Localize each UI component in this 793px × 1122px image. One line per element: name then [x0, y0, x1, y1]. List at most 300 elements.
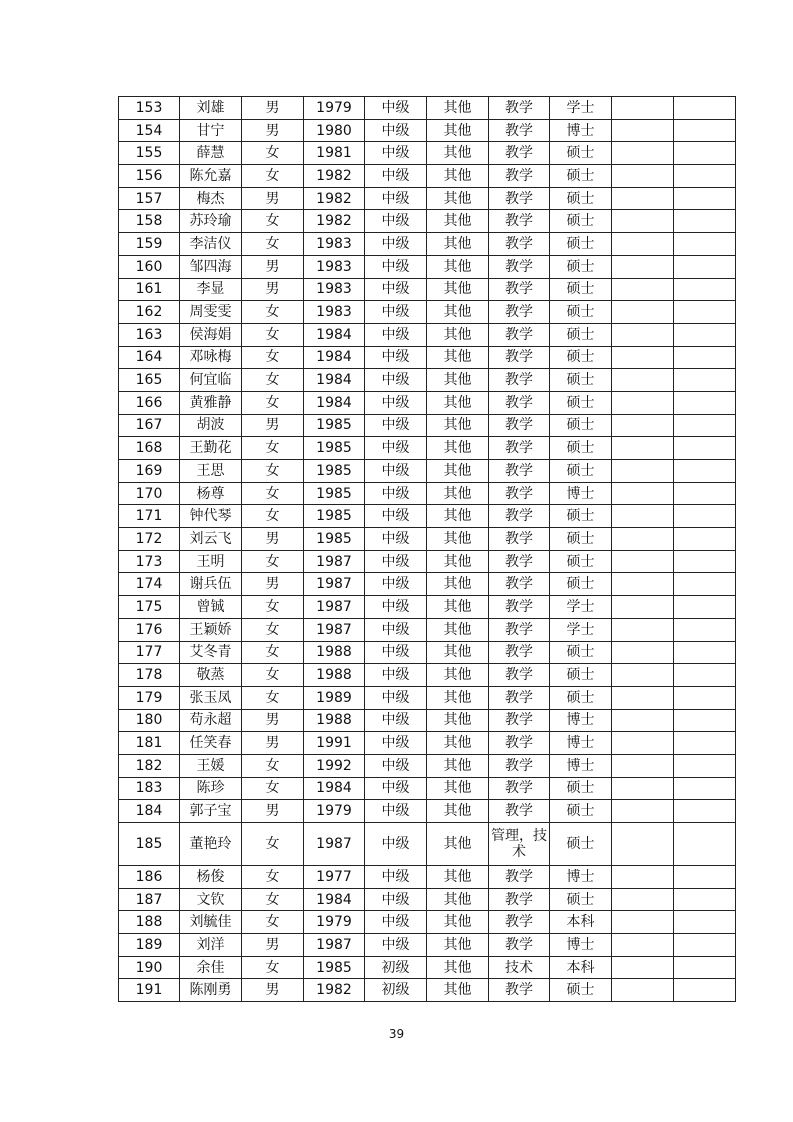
- cell-extra-2: [674, 888, 736, 911]
- cell-row-number: 160: [119, 255, 180, 278]
- table-row: [119, 278, 736, 301]
- cell-row-number: 187: [119, 888, 180, 911]
- cell-name: 王明: [180, 550, 242, 573]
- cell-gender: 女: [242, 165, 304, 188]
- cell-name: 谢兵伍: [180, 573, 242, 596]
- cell-name: 苏玲瑜: [180, 210, 242, 233]
- cell-extra-2: [674, 956, 736, 979]
- cell-birth-year: 1983: [304, 301, 365, 324]
- cell-gender: 女: [242, 596, 304, 619]
- cell-gender: 男: [242, 979, 304, 1002]
- cell-birth-year: 1979: [304, 911, 365, 934]
- cell-birth-year: 1991: [304, 732, 365, 755]
- cell-birth-year: 1989: [304, 686, 365, 709]
- cell-row-number: 173: [119, 550, 180, 573]
- cell-work-type: 教学: [489, 369, 550, 392]
- cell-name: 敬蒸: [180, 664, 242, 687]
- cell-category: 其他: [427, 528, 489, 551]
- cell-gender: 男: [242, 732, 304, 755]
- cell-row-number: 189: [119, 934, 180, 957]
- cell-birth-year: 1983: [304, 233, 365, 256]
- cell-extra-1: [612, 210, 674, 233]
- cell-extra-2: [674, 800, 736, 823]
- cell-degree: 硕士: [550, 369, 612, 392]
- cell-category: 其他: [427, 641, 489, 664]
- cell-title-level: 中级: [365, 596, 427, 619]
- table-row: [119, 369, 736, 392]
- cell-work-type: 教学: [489, 573, 550, 596]
- cell-category: 其他: [427, 888, 489, 911]
- cell-row-number: 157: [119, 187, 180, 210]
- cell-category: 其他: [427, 911, 489, 934]
- cell-work-type: 管理，技术: [489, 823, 550, 866]
- cell-gender: 男: [242, 573, 304, 596]
- cell-degree: 硕士: [550, 528, 612, 551]
- cell-extra-2: [674, 866, 736, 889]
- cell-work-type: 教学: [489, 911, 550, 934]
- cell-category: 其他: [427, 97, 489, 120]
- cell-category: 其他: [427, 323, 489, 346]
- cell-name: 刘毓佳: [180, 911, 242, 934]
- cell-extra-2: [674, 187, 736, 210]
- table-row: [119, 391, 736, 414]
- cell-row-number: 179: [119, 686, 180, 709]
- cell-extra-2: [674, 301, 736, 324]
- cell-name: 钟代琴: [180, 505, 242, 528]
- cell-degree: 硕士: [550, 823, 612, 866]
- cell-category: 其他: [427, 934, 489, 957]
- table-row: [119, 641, 736, 664]
- cell-title-level: 中级: [365, 709, 427, 732]
- cell-category: 其他: [427, 777, 489, 800]
- cell-category: 其他: [427, 979, 489, 1002]
- cell-title-level: 中级: [365, 119, 427, 142]
- cell-name: 张玉凤: [180, 686, 242, 709]
- table-row: [119, 709, 736, 732]
- cell-gender: 女: [242, 823, 304, 866]
- cell-birth-year: 1988: [304, 641, 365, 664]
- cell-gender: 女: [242, 369, 304, 392]
- cell-gender: 女: [242, 210, 304, 233]
- cell-degree: 硕士: [550, 777, 612, 800]
- cell-name: 甘宁: [180, 119, 242, 142]
- table-row: [119, 956, 736, 979]
- cell-degree: 博士: [550, 732, 612, 755]
- cell-title-level: 中级: [365, 323, 427, 346]
- cell-category: 其他: [427, 233, 489, 256]
- cell-work-type: 教学: [489, 754, 550, 777]
- cell-row-number: 153: [119, 97, 180, 120]
- cell-work-type: 教学: [489, 233, 550, 256]
- cell-category: 其他: [427, 866, 489, 889]
- cell-category: 其他: [427, 278, 489, 301]
- cell-row-number: 164: [119, 346, 180, 369]
- cell-category: 其他: [427, 550, 489, 573]
- cell-work-type: 教学: [489, 391, 550, 414]
- table-row: [119, 800, 736, 823]
- cell-title-level: 中级: [365, 528, 427, 551]
- cell-work-type: 教学: [489, 777, 550, 800]
- cell-gender: 男: [242, 278, 304, 301]
- cell-birth-year: 1982: [304, 210, 365, 233]
- cell-title-level: 中级: [365, 142, 427, 165]
- cell-gender: 男: [242, 414, 304, 437]
- cell-name: 陈珍: [180, 777, 242, 800]
- cell-gender: 男: [242, 187, 304, 210]
- cell-extra-1: [612, 369, 674, 392]
- cell-name: 陈刚勇: [180, 979, 242, 1002]
- cell-degree: 博士: [550, 709, 612, 732]
- cell-name: 刘洋: [180, 934, 242, 957]
- cell-row-number: 182: [119, 754, 180, 777]
- cell-name: 文钦: [180, 888, 242, 911]
- cell-category: 其他: [427, 482, 489, 505]
- cell-extra-2: [674, 550, 736, 573]
- cell-category: 其他: [427, 505, 489, 528]
- cell-birth-year: 1987: [304, 934, 365, 957]
- cell-title-level: 中级: [365, 414, 427, 437]
- cell-birth-year: 1984: [304, 346, 365, 369]
- cell-gender: 男: [242, 934, 304, 957]
- cell-gender: 女: [242, 866, 304, 889]
- cell-row-number: 184: [119, 800, 180, 823]
- cell-title-level: 中级: [365, 754, 427, 777]
- cell-gender: 女: [242, 550, 304, 573]
- table-row: [119, 596, 736, 619]
- cell-title-level: 中级: [365, 664, 427, 687]
- cell-extra-1: [612, 777, 674, 800]
- cell-birth-year: 1984: [304, 888, 365, 911]
- table-row: [119, 528, 736, 551]
- cell-work-type: 教学: [489, 618, 550, 641]
- cell-name: 王媛: [180, 754, 242, 777]
- cell-extra-2: [674, 165, 736, 188]
- cell-row-number: 169: [119, 460, 180, 483]
- cell-extra-1: [612, 732, 674, 755]
- cell-birth-year: 1984: [304, 777, 365, 800]
- cell-title-level: 中级: [365, 777, 427, 800]
- cell-title-level: 中级: [365, 460, 427, 483]
- cell-work-type: 教学: [489, 142, 550, 165]
- cell-gender: 女: [242, 754, 304, 777]
- cell-name: 邹四海: [180, 255, 242, 278]
- table-row: [119, 550, 736, 573]
- cell-work-type: 教学: [489, 437, 550, 460]
- cell-work-type: 教学: [489, 732, 550, 755]
- cell-title-level: 中级: [365, 618, 427, 641]
- cell-row-number: 166: [119, 391, 180, 414]
- cell-work-type: 教学: [489, 800, 550, 823]
- cell-gender: 女: [242, 664, 304, 687]
- table-row: [119, 505, 736, 528]
- cell-category: 其他: [427, 709, 489, 732]
- staff-table: [118, 96, 736, 1002]
- cell-extra-2: [674, 391, 736, 414]
- cell-category: 其他: [427, 165, 489, 188]
- cell-extra-2: [674, 528, 736, 551]
- cell-degree: 硕士: [550, 800, 612, 823]
- cell-title-level: 中级: [365, 97, 427, 120]
- cell-work-type: 教学: [489, 709, 550, 732]
- table-row: [119, 911, 736, 934]
- cell-gender: 男: [242, 255, 304, 278]
- table-row: [119, 210, 736, 233]
- cell-work-type: 教学: [489, 482, 550, 505]
- cell-row-number: 188: [119, 911, 180, 934]
- cell-degree: 硕士: [550, 437, 612, 460]
- cell-row-number: 154: [119, 119, 180, 142]
- cell-extra-1: [612, 800, 674, 823]
- cell-name: 王思: [180, 460, 242, 483]
- cell-extra-1: [612, 550, 674, 573]
- cell-extra-1: [612, 596, 674, 619]
- cell-birth-year: 1984: [304, 323, 365, 346]
- cell-work-type: 教学: [489, 346, 550, 369]
- cell-extra-2: [674, 346, 736, 369]
- cell-work-type: 教学: [489, 187, 550, 210]
- cell-title-level: 中级: [365, 866, 427, 889]
- cell-gender: 女: [242, 505, 304, 528]
- cell-degree: 博士: [550, 119, 612, 142]
- cell-extra-1: [612, 664, 674, 687]
- cell-extra-1: [612, 573, 674, 596]
- cell-row-number: 178: [119, 664, 180, 687]
- cell-row-number: 176: [119, 618, 180, 641]
- cell-work-type: 教学: [489, 641, 550, 664]
- cell-birth-year: 1979: [304, 97, 365, 120]
- cell-extra-1: [612, 278, 674, 301]
- cell-gender: 男: [242, 709, 304, 732]
- cell-degree: 硕士: [550, 165, 612, 188]
- cell-extra-1: [612, 460, 674, 483]
- cell-birth-year: 1983: [304, 255, 365, 278]
- cell-degree: 硕士: [550, 142, 612, 165]
- cell-row-number: 183: [119, 777, 180, 800]
- table-row: [119, 437, 736, 460]
- cell-birth-year: 1980: [304, 119, 365, 142]
- cell-row-number: 167: [119, 414, 180, 437]
- cell-work-type: 教学: [489, 550, 550, 573]
- cell-birth-year: 1985: [304, 528, 365, 551]
- cell-title-level: 中级: [365, 732, 427, 755]
- table-row: [119, 323, 736, 346]
- cell-extra-2: [674, 278, 736, 301]
- cell-gender: 女: [242, 686, 304, 709]
- cell-degree: 硕士: [550, 301, 612, 324]
- cell-gender: 女: [242, 888, 304, 911]
- cell-extra-2: [674, 911, 736, 934]
- cell-title-level: 中级: [365, 482, 427, 505]
- cell-work-type: 教学: [489, 505, 550, 528]
- cell-work-type: 教学: [489, 210, 550, 233]
- cell-birth-year: 1985: [304, 505, 365, 528]
- cell-extra-1: [612, 866, 674, 889]
- cell-extra-2: [674, 460, 736, 483]
- cell-name: 董艳玲: [180, 823, 242, 866]
- cell-row-number: 174: [119, 573, 180, 596]
- cell-extra-1: [612, 187, 674, 210]
- cell-extra-2: [674, 709, 736, 732]
- cell-category: 其他: [427, 596, 489, 619]
- cell-title-level: 中级: [365, 550, 427, 573]
- cell-title-level: 中级: [365, 823, 427, 866]
- cell-work-type: 教学: [489, 596, 550, 619]
- table-row: [119, 346, 736, 369]
- cell-category: 其他: [427, 391, 489, 414]
- cell-extra-2: [674, 754, 736, 777]
- cell-extra-1: [612, 618, 674, 641]
- cell-title-level: 中级: [365, 573, 427, 596]
- cell-degree: 硕士: [550, 550, 612, 573]
- cell-title-level: 初级: [365, 956, 427, 979]
- cell-degree: 硕士: [550, 686, 612, 709]
- cell-work-type: 教学: [489, 934, 550, 957]
- cell-degree: 硕士: [550, 641, 612, 664]
- cell-category: 其他: [427, 187, 489, 210]
- cell-degree: 硕士: [550, 210, 612, 233]
- cell-row-number: 163: [119, 323, 180, 346]
- cell-extra-1: [612, 934, 674, 957]
- cell-extra-2: [674, 255, 736, 278]
- cell-birth-year: 1984: [304, 369, 365, 392]
- cell-extra-2: [674, 823, 736, 866]
- cell-birth-year: 1983: [304, 278, 365, 301]
- cell-name: 艾冬青: [180, 641, 242, 664]
- cell-extra-2: [674, 732, 736, 755]
- cell-extra-2: [674, 482, 736, 505]
- cell-extra-1: [612, 119, 674, 142]
- cell-row-number: 165: [119, 369, 180, 392]
- table-row: [119, 142, 736, 165]
- cell-birth-year: 1979: [304, 800, 365, 823]
- table-row: [119, 686, 736, 709]
- cell-name: 李显: [180, 278, 242, 301]
- table-row: [119, 866, 736, 889]
- cell-category: 其他: [427, 119, 489, 142]
- cell-row-number: 170: [119, 482, 180, 505]
- cell-name: 黄雅静: [180, 391, 242, 414]
- cell-gender: 女: [242, 911, 304, 934]
- cell-work-type: 教学: [489, 165, 550, 188]
- cell-birth-year: 1985: [304, 437, 365, 460]
- cell-birth-year: 1982: [304, 165, 365, 188]
- cell-work-type: 技术: [489, 956, 550, 979]
- cell-gender: 男: [242, 119, 304, 142]
- cell-row-number: 172: [119, 528, 180, 551]
- table-row: [119, 732, 736, 755]
- cell-gender: 男: [242, 800, 304, 823]
- cell-title-level: 中级: [365, 641, 427, 664]
- table-row: [119, 777, 736, 800]
- cell-title-level: 中级: [365, 255, 427, 278]
- cell-name: 李洁仪: [180, 233, 242, 256]
- cell-extra-2: [674, 210, 736, 233]
- cell-work-type: 教学: [489, 888, 550, 911]
- table-row: [119, 460, 736, 483]
- table-row: [119, 165, 736, 188]
- cell-extra-2: [674, 686, 736, 709]
- cell-name: 余佳: [180, 956, 242, 979]
- cell-name: 郭子宝: [180, 800, 242, 823]
- cell-name: 刘雄: [180, 97, 242, 120]
- cell-name: 何宜临: [180, 369, 242, 392]
- cell-name: 曾铖: [180, 596, 242, 619]
- cell-title-level: 中级: [365, 437, 427, 460]
- cell-extra-2: [674, 777, 736, 800]
- cell-degree: 硕士: [550, 346, 612, 369]
- cell-extra-1: [612, 346, 674, 369]
- cell-row-number: 185: [119, 823, 180, 866]
- cell-extra-1: [612, 391, 674, 414]
- cell-name: 王颖娇: [180, 618, 242, 641]
- cell-row-number: 155: [119, 142, 180, 165]
- cell-extra-1: [612, 823, 674, 866]
- cell-title-level: 中级: [365, 934, 427, 957]
- cell-extra-1: [612, 233, 674, 256]
- cell-title-level: 中级: [365, 210, 427, 233]
- cell-category: 其他: [427, 369, 489, 392]
- cell-category: 其他: [427, 823, 489, 866]
- cell-extra-1: [612, 414, 674, 437]
- cell-gender: 女: [242, 301, 304, 324]
- cell-extra-2: [674, 119, 736, 142]
- cell-work-type: 教学: [489, 460, 550, 483]
- cell-category: 其他: [427, 754, 489, 777]
- cell-work-type: 教学: [489, 323, 550, 346]
- cell-degree: 硕士: [550, 187, 612, 210]
- cell-degree: 学士: [550, 596, 612, 619]
- table-row: [119, 233, 736, 256]
- cell-birth-year: 1981: [304, 142, 365, 165]
- table-row: [119, 573, 736, 596]
- table-row: [119, 754, 736, 777]
- cell-work-type: 教学: [489, 119, 550, 142]
- cell-gender: 女: [242, 618, 304, 641]
- cell-work-type: 教学: [489, 97, 550, 120]
- cell-name: 刘云飞: [180, 528, 242, 551]
- cell-extra-2: [674, 369, 736, 392]
- cell-birth-year: 1982: [304, 187, 365, 210]
- cell-extra-1: [612, 641, 674, 664]
- cell-work-type: 教学: [489, 866, 550, 889]
- cell-extra-1: [612, 709, 674, 732]
- cell-degree: 硕士: [550, 888, 612, 911]
- cell-gender: 男: [242, 528, 304, 551]
- cell-birth-year: 1985: [304, 414, 365, 437]
- cell-gender: 女: [242, 323, 304, 346]
- cell-extra-1: [612, 505, 674, 528]
- cell-degree: 硕士: [550, 664, 612, 687]
- cell-degree: 硕士: [550, 323, 612, 346]
- cell-extra-1: [612, 165, 674, 188]
- cell-extra-1: [612, 686, 674, 709]
- cell-extra-1: [612, 97, 674, 120]
- cell-row-number: 158: [119, 210, 180, 233]
- cell-row-number: 177: [119, 641, 180, 664]
- cell-name: 侯海娟: [180, 323, 242, 346]
- table-row: [119, 482, 736, 505]
- cell-extra-2: [674, 142, 736, 165]
- cell-degree: 硕士: [550, 460, 612, 483]
- cell-extra-1: [612, 255, 674, 278]
- table-row: [119, 888, 736, 911]
- cell-birth-year: 1985: [304, 482, 365, 505]
- cell-extra-2: [674, 641, 736, 664]
- table-row: [119, 934, 736, 957]
- cell-row-number: 175: [119, 596, 180, 619]
- cell-name: 任笑春: [180, 732, 242, 755]
- cell-category: 其他: [427, 732, 489, 755]
